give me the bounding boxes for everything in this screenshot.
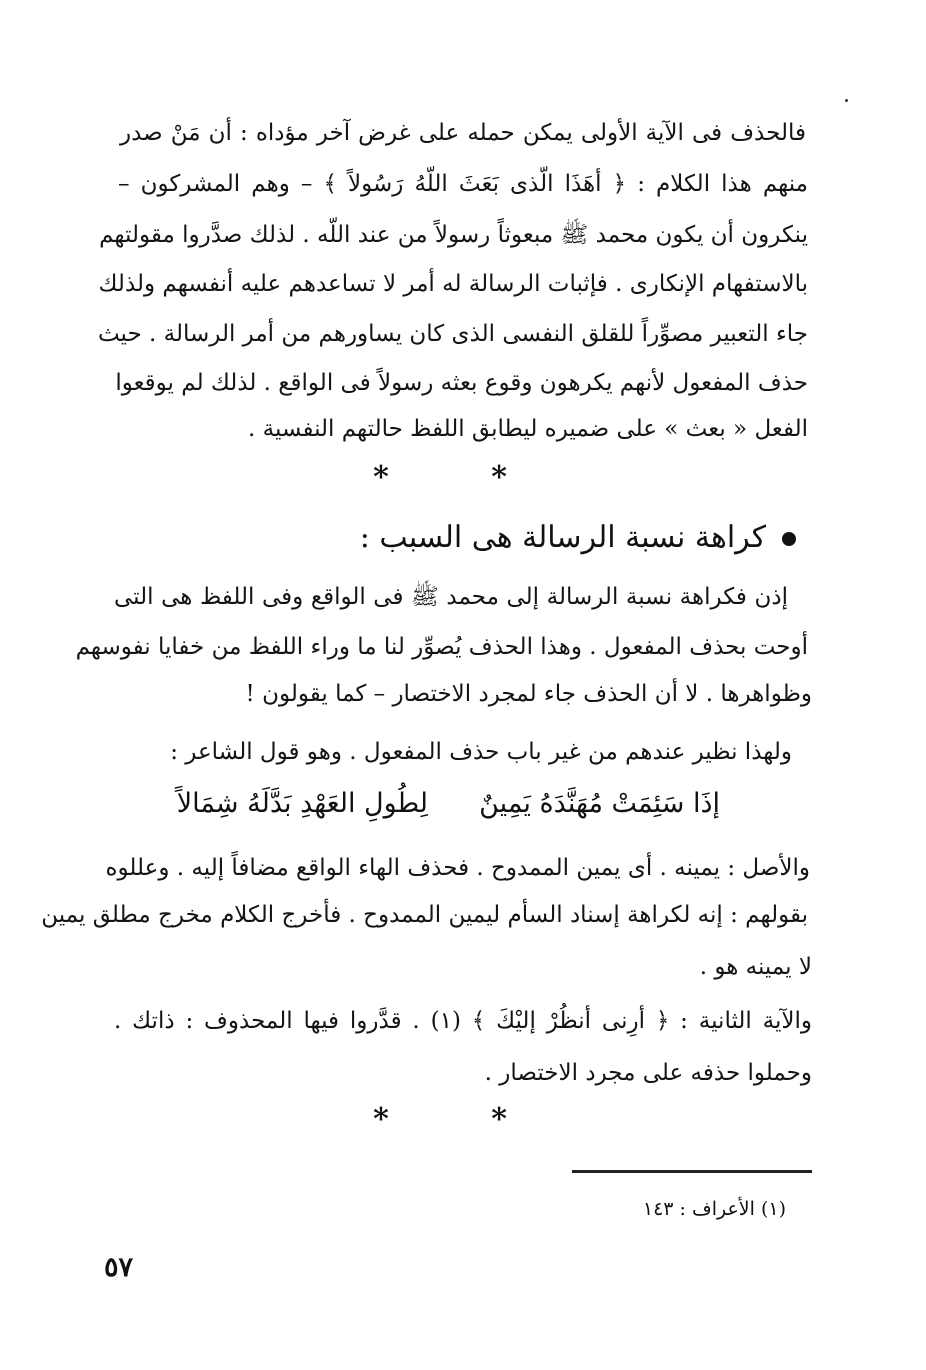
section-separator-stars: * * bbox=[373, 460, 553, 495]
page-number: ٥٧ bbox=[104, 1252, 134, 1283]
footnote: (١) الأعراف : ١٤٣ bbox=[642, 1198, 786, 1220]
paragraph4-line-2: بقولهم : إنه لكراهة إسناد السأم ليمين الممدوح . فأخرج الكلام مخرج مطلق يمين bbox=[41, 902, 808, 928]
paragraph3-line: ولهذا نظير عندهم من غير باب حذف المفعول . وهو قول الشاعر : bbox=[170, 739, 792, 765]
paragraph1-line-7: الفعل « بعث » على ضميره ليطابق اللفظ حالتهم النفسية . bbox=[248, 416, 808, 442]
paragraph1-line-1: فالحذف فى الآية الأولى يمكن حمله على غرض آخر مؤداه : أن مَنْ صدر bbox=[120, 120, 806, 146]
paragraph1-line-5: جاء التعبير مصوِّراً للقلق النفسى الذى كان يساورهم من أمر الرسالة . حيث bbox=[97, 321, 808, 347]
paragraph2-line-3: وظواهرها . لا أن الحذف جاء لمجرد الاختصار – كما يقولون ! bbox=[245, 681, 812, 707]
section-heading bbox=[96, 517, 796, 559]
paragraph1-line-2: منهم هذا الكلام : ﴿ أهَذَا الّذى بَعَثَ اللّهُ رَسُولاً ﴾ – وهم المشركون – bbox=[118, 171, 808, 197]
paragraph5-line-2: وحملوا حذفه على مجرد الاختصار . bbox=[484, 1060, 812, 1086]
section-separator-stars-2: * * bbox=[373, 1102, 553, 1137]
bullet-icon bbox=[782, 532, 796, 546]
scan-speck bbox=[845, 99, 848, 102]
footnote-divider bbox=[572, 1170, 812, 1173]
paragraph4-line-3: لا يمينه هو . bbox=[699, 954, 812, 980]
section-heading-text: كراهة نسبة الرسالة هى السبب : bbox=[359, 520, 766, 555]
paragraph4-line-1: والأصل : يمينه . أى يمين الممدوح . فحذف الهاء الواقع مضافاً إليه . وعللوه bbox=[105, 855, 810, 881]
paragraph2-line-1: إذن فكراهة نسبة الرسالة إلى محمد ﷺ فى الواقع وفى اللفظ هى التى bbox=[114, 584, 788, 610]
verse-second-hemistich: لِطُولِ العَهْدِ بَدَّلَهُ شِمَالاً bbox=[176, 788, 428, 819]
paragraph5-line-1: والآية الثانية : ﴿ أرِنى أنظُرْ إليْكَ ﴾ (١) . قدَّروا فيها المحذوف : ذاتك . bbox=[114, 1008, 813, 1034]
paragraph1-line-3: ينكرون أن يكون محمد ﷺ مبعوثاً رسولاً من عند اللّه . لذلك صدَّروا مقولتهم bbox=[99, 222, 808, 248]
paragraph1-line-6: حذف المفعول لأنهم يكرهون وقوع بعثه رسولاً فى الواقع . لذلك لم يوقعوا bbox=[115, 370, 808, 396]
paragraph2-line-2: أوحت بحذف المفعول . وهذا الحذف يُصوِّر لنا ما وراء اللفظ من خفايا نفوسهم bbox=[75, 634, 808, 660]
paragraph1-line-4: بالاستفهام الإنكارى . فإثبات الرسالة له أمر لا تساعدهم عليه أنفسهم ولذلك bbox=[98, 271, 808, 297]
verse-first-hemistich: إذَا سَئِمَتْ مُهَنَّدَهُ يَمِينٌ bbox=[479, 788, 720, 819]
